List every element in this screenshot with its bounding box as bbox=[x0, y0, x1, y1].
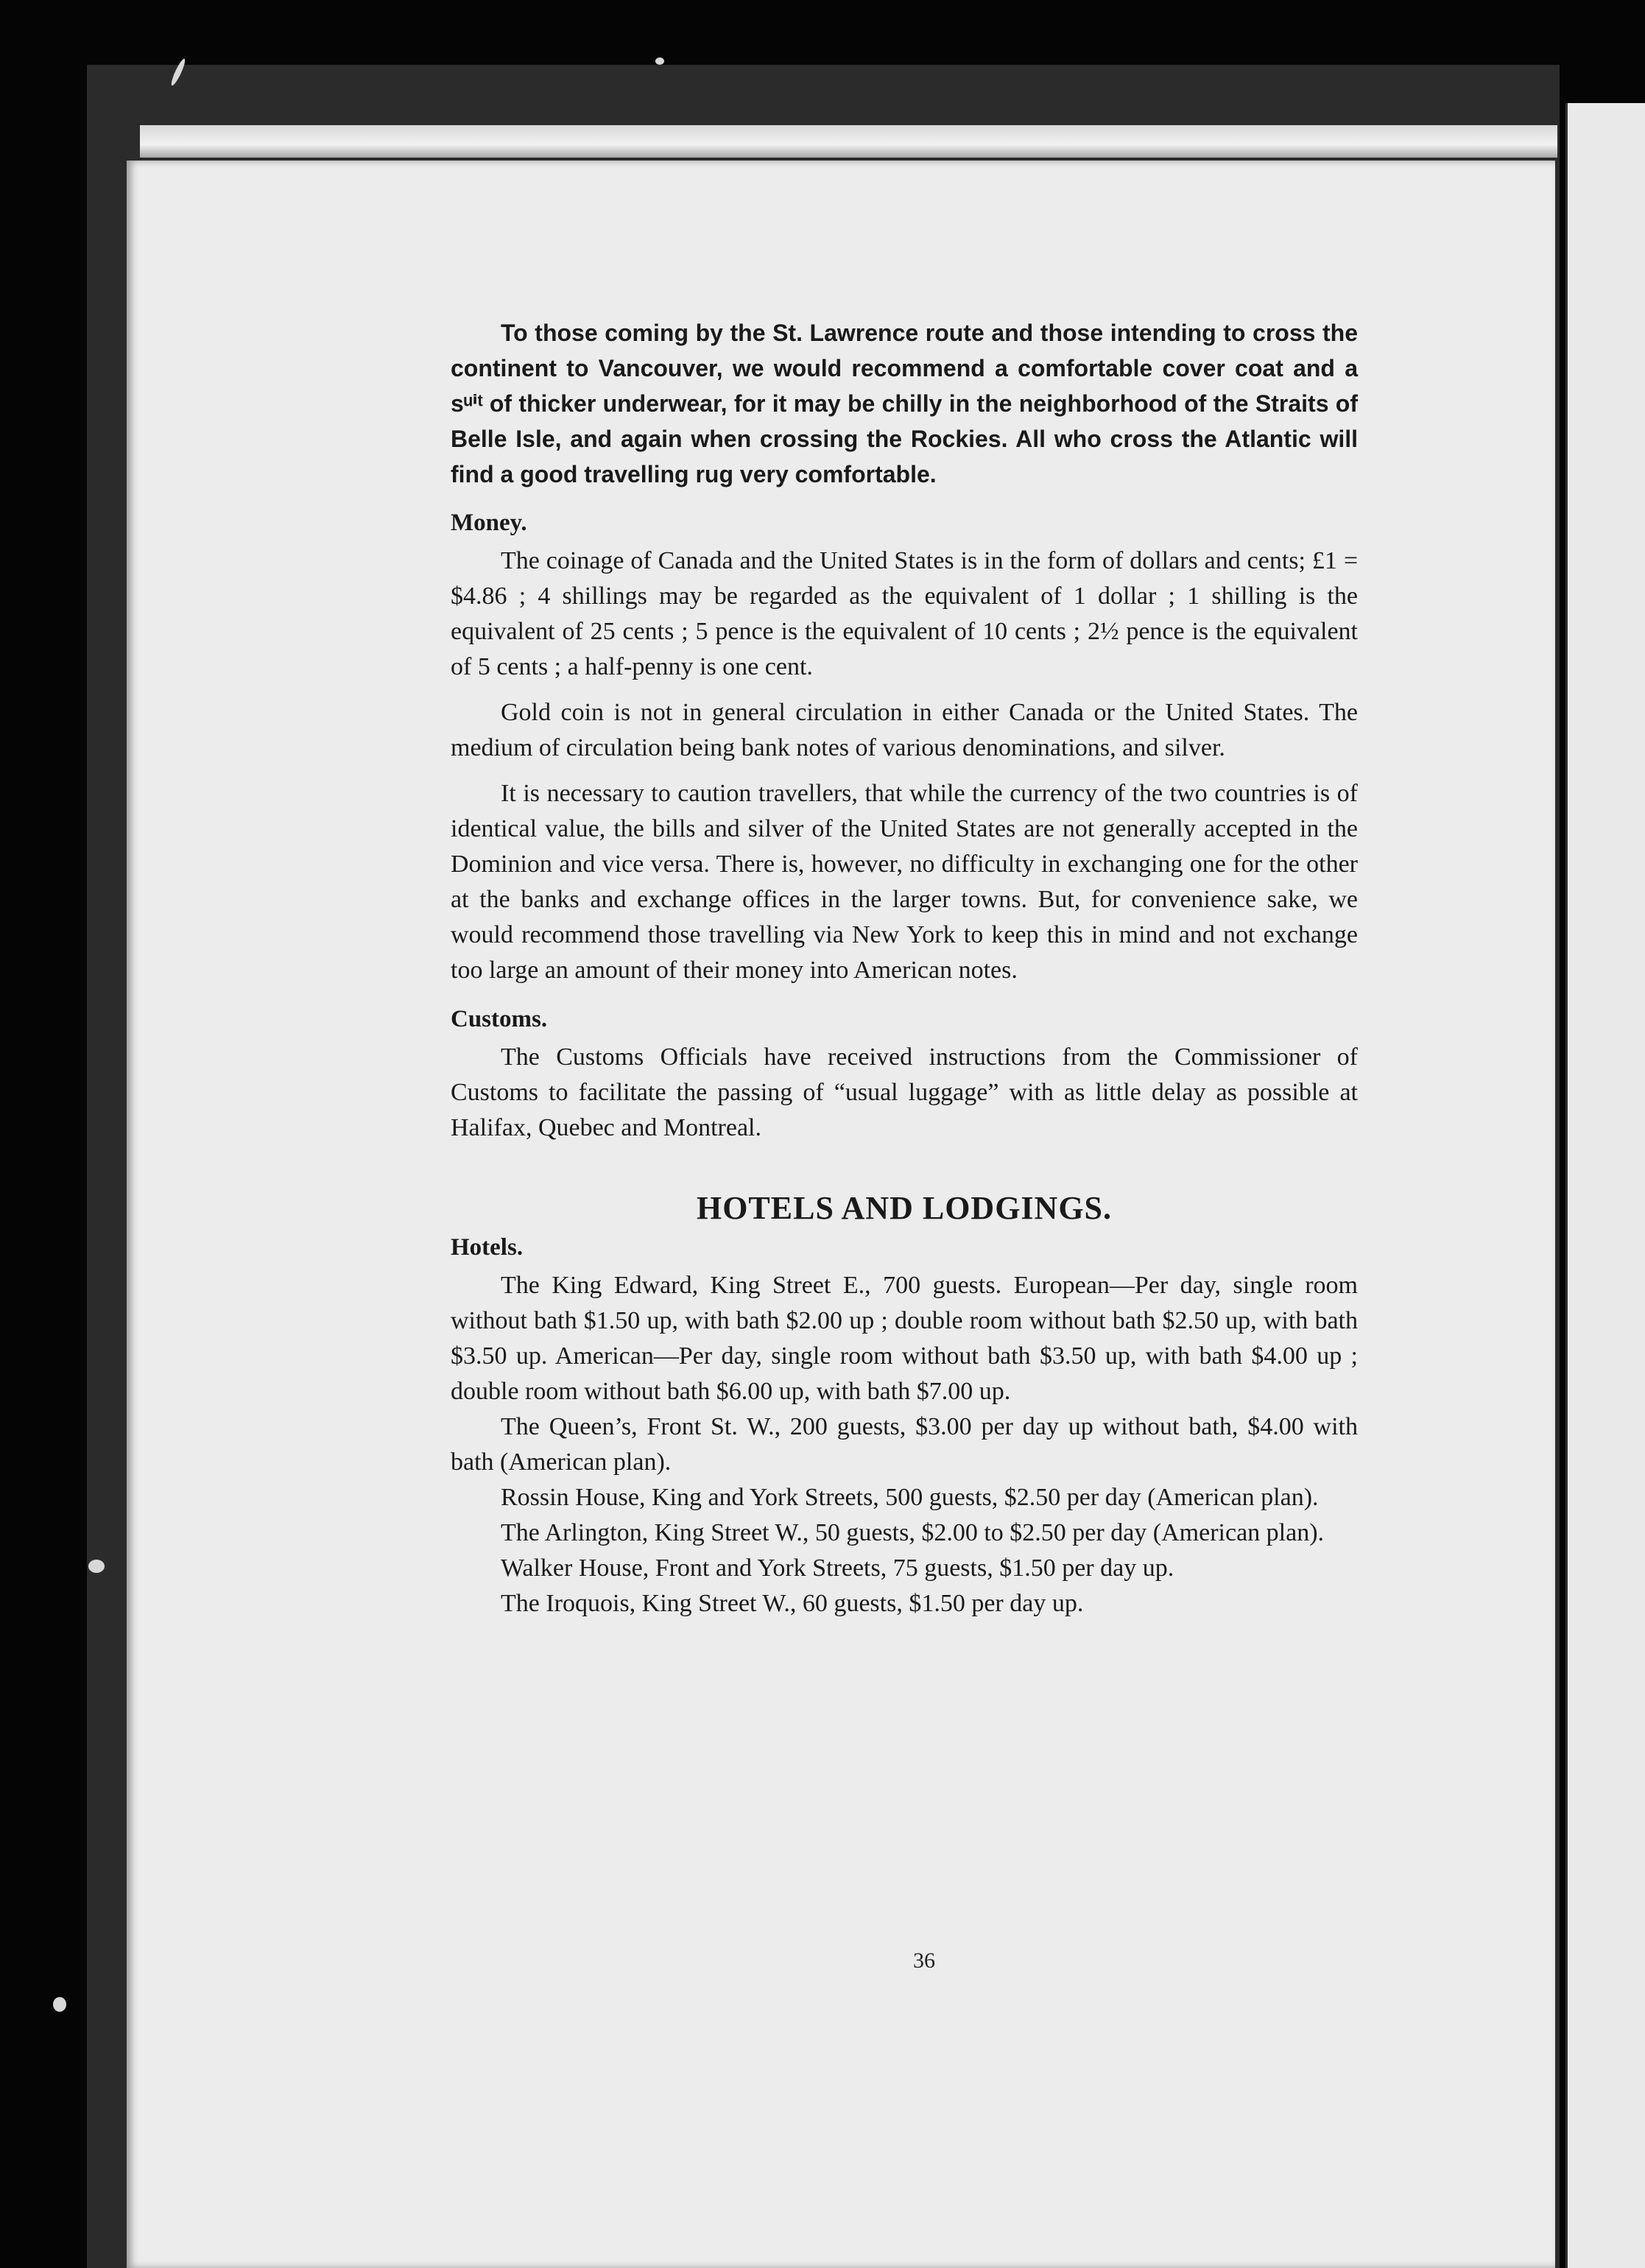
page-number: 36 bbox=[913, 1948, 935, 1973]
hotel-entry: Walker House, Front and York Streets, 75 guests, $1.50 per day up. bbox=[501, 1554, 1174, 1582]
section-title: HOTELS AND LODGINGS. bbox=[696, 1190, 1113, 1226]
scan-speck bbox=[53, 1997, 66, 2012]
scan-speck bbox=[88, 1560, 105, 1573]
money-paragraph: Gold coin is not in general circulation in either Canada or the United States. The medium of circulation being bank notes of various denominations, and silver. bbox=[451, 699, 1358, 761]
customs-paragraph: The Customs Officials have received instructions from the Commissioner of Customs to facilitate the passing of “usual luggage” with as little delay as possible at Halifax, Quebec and Montreal. bbox=[451, 1043, 1358, 1141]
money-heading: Money. bbox=[451, 510, 527, 536]
intro-paragraph: To those coming by the St. Lawrence route and those intending to cross the continent to Vancouver, we would recommend a comfortable cover coat and a sᵘⁱᵗ of thicker underwear, for it may be chilly in the neighborhood of the Straits of Belle Isle, and again when crossing the Rockies. All who cross the Atlantic will find a good travelling rug very comfortable. bbox=[451, 320, 1358, 487]
hotel-entry: Rossin House, King and York Streets, 500 guests, $2.50 per day (American plan). bbox=[501, 1484, 1319, 1511]
money-paragraph: The coinage of Canada and the United States is in the form of dollars and cents; £1 = $4.86 ; 4 shillings may be regarded as the equivalent of 1 dollar ; 1 shilling is the equivalent of 25 cents ; 5 pence is the equivalent of 10 cents ; 2½ pence is the equivalent of 5 cents ; a half-penny is one cent. bbox=[451, 547, 1358, 680]
hotel-entry: The Arlington, King Street W., 50 guests, $2.00 to $2.50 per day (American plan). bbox=[501, 1519, 1325, 1546]
customs-heading: Customs. bbox=[451, 1006, 548, 1032]
page-top-edge bbox=[140, 125, 1557, 158]
page-text bbox=[451, 315, 1358, 1621]
hotels-heading: Hotels. bbox=[451, 1234, 524, 1261]
money-paragraph: It is necessary to caution travellers, that while the currency of the two countries is of identical value, the bills and silver of the United States are not generally accepted in the Dominion and vice versa. There is, however, no difficulty in exchanging one for the other at the banks and exchange offices in the larger towns. But, for convenience sake, we would recommend those travelling via New York to keep this in mind and not exchange too large an amount of their money into American notes. bbox=[451, 780, 1358, 984]
hotel-entry: The King Edward, King Street E., 700 guests. European—Per day, single room without bath $1.50 up, with bath $2.00 up ; double room without bath $2.50 up, with bath $3.50 up. American—Per day, single room without bath $3.50 up, with bath $4.00 up ; double room without bath $6.00 up, with bath $7.00 up. bbox=[451, 1272, 1358, 1405]
facing-page-edge bbox=[1565, 103, 1645, 2268]
scan-speck bbox=[655, 57, 664, 65]
hotel-entry: The Queen’s, Front St. W., 200 guests, $3.00 per day up without bath, $4.00 with bath (American plan). bbox=[451, 1413, 1358, 1476]
hotel-entry: The Iroquois, King Street W., 60 guests, $1.50 per day up. bbox=[501, 1590, 1084, 1617]
